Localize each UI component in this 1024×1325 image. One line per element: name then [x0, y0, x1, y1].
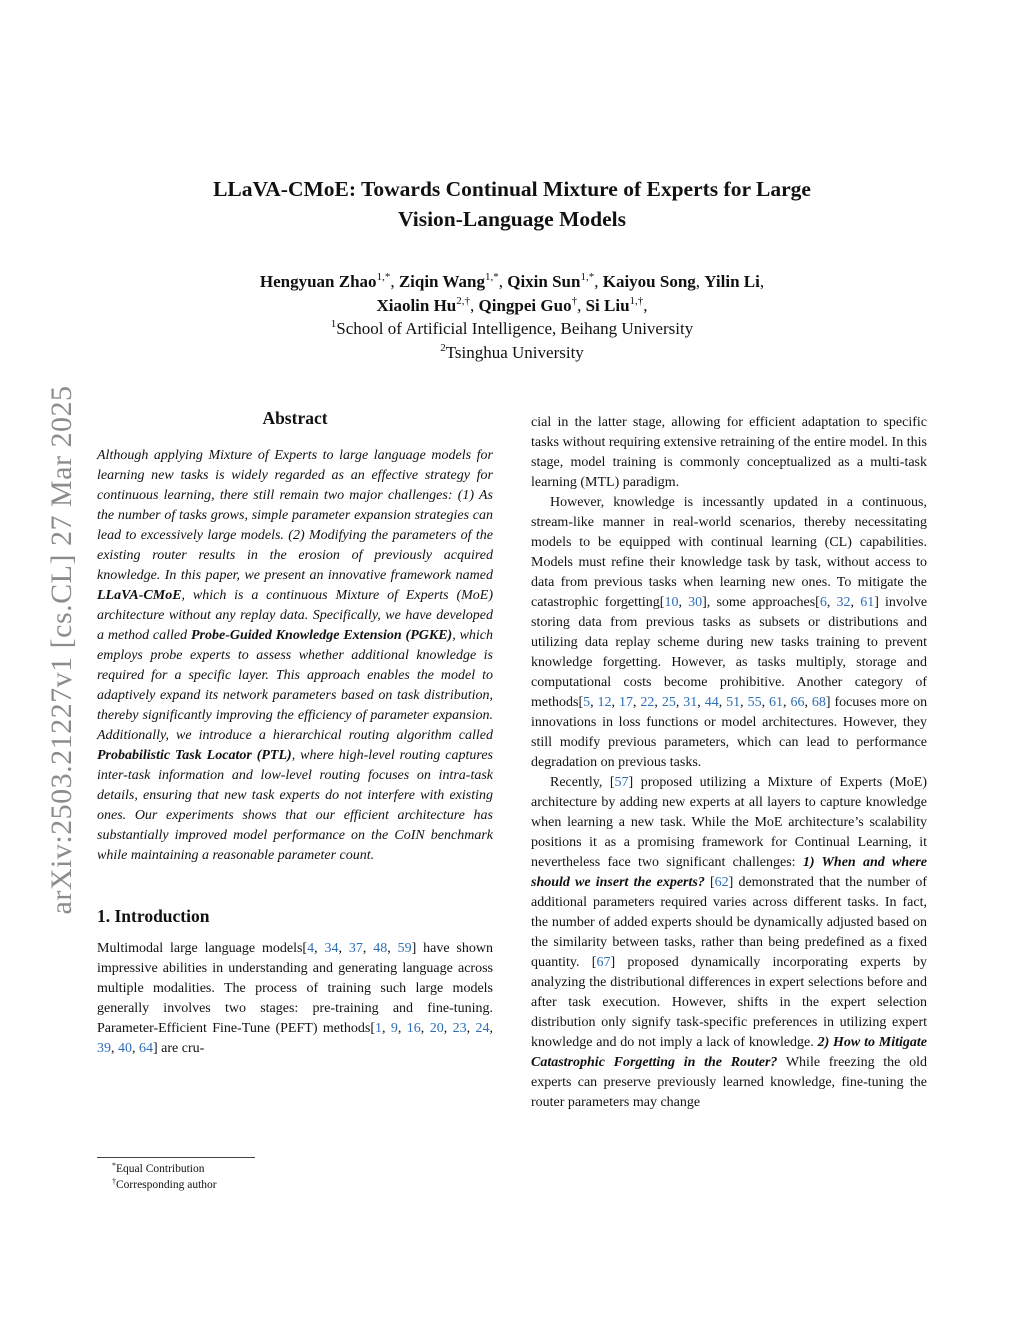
- author-line-2: Xiaolin $Hu^{2,\dagger}$, Qingpei Guo†, Si Liu$^{1,\dagger}$,: [376, 294, 648, 315]
- affiliation-mark: 1: [330, 318, 337, 330]
- intro-text: ] are cru-: [153, 1041, 205, 1056]
- author-mark: 1,*: [484, 271, 499, 283]
- citation-link[interactable]: 31: [683, 695, 698, 710]
- body-text: Recently, [: [550, 775, 615, 790]
- author-name: Qixin Sun: [507, 272, 581, 291]
- citation-link[interactable]: 25: [661, 695, 676, 710]
- citation-link[interactable]: 62: [714, 875, 729, 890]
- citation-link[interactable]: 59: [397, 941, 412, 956]
- citation-link[interactable]: 51: [726, 695, 741, 710]
- footnote-equal-contribution: [97, 1161, 397, 1177]
- intro-paragraph: Multimodal large language models[4, 34, 37, 48, 59] have shown impressive abilities in understanding and generating language across multiple modalities. The process of training such large models generally involves two stages: pre-training and fine-tuning. Parameter-Efficient Fine-Tune (PEFT) methods[1, 9, 16, 20, 23, 24, 39, 40, 64] are cru-: [97, 941, 494, 1056]
- affiliation-mark: 2: [440, 341, 446, 354]
- body-text: ], some approaches[: [702, 595, 820, 610]
- title-line-2: Vision-Language Models: [398, 207, 626, 231]
- citation-link[interactable]: 40: [118, 1041, 132, 1056]
- citation-link[interactable]: 22: [640, 695, 655, 710]
- citation-link[interactable]: 23: [452, 1021, 467, 1036]
- abstract-emphasis: LLaVA-CMoE: [97, 588, 182, 603]
- citation-link[interactable]: 32: [836, 595, 851, 610]
- intro-text: ] have shown impressive abilities in understanding and generating language across multiple modalities. The process of training such large models generally involves two stages: pre-training and fine-tuning. Parameter-Efficient Fine-Tune (PEFT) methods[: [97, 941, 493, 1036]
- citation-link[interactable]: 48: [373, 941, 388, 956]
- citation-link[interactable]: 44: [704, 695, 719, 710]
- body-text: ] demonstrated that the number of additional parameters required varies across different tasks. In fact, the number of added experts should be dynamically adjusted based on the similarity between tasks, rather than being predefined as a fixed quantity. [: [531, 875, 927, 970]
- citation-link[interactable]: 24: [475, 1021, 490, 1036]
- abstract-text: Although applying Mixture of Experts to large language models for learning new tasks is widely regarded as an effective strategy for continuous learning, there still remain two major challenges: (1) As the number of tasks grows, simple parameter expansion strategies can lead to excessively large models. (2) Modifying the parameters of the existing router results in the erosion of previously acquired knowledge. In this paper, we present an innovative framework named: [97, 448, 493, 583]
- footnote-text: Corresponding author: [116, 1179, 217, 1191]
- author-name: Kaiyou Song: [602, 272, 696, 291]
- citation-link[interactable]: 61: [769, 695, 784, 710]
- title-line-1: LLaVA-CMoE: Towards Continual Mixture of Experts for Large: [213, 177, 811, 201]
- author-name: Si Liu: [585, 295, 630, 315]
- body-text: However, knowledge is incessantly updated in a continuous, stream-like manner in real-world scenarios, thereby necessitating models to be equipped with continual learning (CL) capabilities. Models must refine their knowledge task by task, without access to data from previous tasks when learning new ones. To mitigate the catastrophic forgetting[: [531, 495, 927, 610]
- body-text: ] proposed dynamically incorporating experts by analyzing the distributional differences in expert selections before and after task execution. However, shifts in the expert selection distribution only signify task-specific preferences in utilizing expert knowledge and do not imply a lack of knowledge.: [531, 955, 927, 1050]
- abstract-emphasis: Probe-Guided Knowledge Extension (PGKE): [190, 628, 453, 643]
- left-column: [97, 408, 493, 1059]
- affiliation-text: School of Artificial Intelligence, Beihang University: [336, 319, 694, 338]
- abstract-paragraph: [97, 446, 493, 866]
- citation-link[interactable]: 17: [618, 695, 633, 710]
- author-name: Hengyuan Zhao: [259, 272, 377, 291]
- citation-link[interactable]: 61: [860, 595, 875, 610]
- author-mark: 1,*: [580, 271, 595, 283]
- citation-link[interactable]: 66: [790, 695, 805, 710]
- body-text: While freezing the old experts can preserve previously learned knowledge, fine-tuning the router parameters may change: [531, 1055, 927, 1110]
- body-paragraph: cial in the latter stage, allowing for efficient adaptation to specific tasks without requiring extensive retraining of the entire model. In this stage, model training is commonly conceptualized as a multi-task learning (MTL) paradigm.: [531, 415, 927, 490]
- citation-link[interactable]: 5: [583, 695, 591, 710]
- author-mark: 1,*: [376, 271, 391, 283]
- body-paragraph: However, knowledge is incessantly updated in a continuous, stream-like manner in real-world scenarios, thereby necessitating models to be equipped with continual learning (CL) capabilities. Models must refine their knowledge task by task, without access to data from previous tasks when learning new ones. To mitigate the catastrophic forgetting[10, 30], some approaches[6, 32, 61] involve storing data from previous tasks as subsets or distributions and utilizing data replay scheme during new tasks training to prevent knowledge forgetting. However, as tasks multiply, storage and computational costs become prohibitive. Another category of methods[5, 12, 17, 22, 25, 31, 44, 51, 55, 61, 66, 68] focuses more on innovations in loss functions or model architectures. However, they still modify previous parameters, which can lead to performance degradation on previous tasks.: [531, 495, 928, 770]
- intro-text: Multimodal large language models[: [97, 941, 308, 956]
- affiliation-text: Tsinghua University: [445, 342, 584, 362]
- footnote-mark: †: [112, 1177, 116, 1186]
- section-heading-introduction: 1. Introduction: [97, 906, 210, 926]
- body-text: [: [704, 875, 715, 890]
- footnote-mark: *: [112, 1161, 116, 1170]
- citation-link[interactable]: 10: [664, 595, 679, 610]
- author-mark: 2,†: [456, 294, 471, 307]
- body-paragraph: [531, 773, 927, 1113]
- introduction-body: [97, 939, 493, 1059]
- author-line-1: Hengyuan Zhao$^{1,*}$, Ziqin Wang$^{1,*}$, Qixin Sun$^{1,*}$, Kaiyou Song, Yilin Li,: [259, 271, 765, 291]
- citation-link[interactable]: 68: [811, 695, 826, 710]
- citation-link[interactable]: 34: [324, 941, 339, 956]
- author-name: Ziqin Wang: [398, 272, 485, 291]
- affiliation-1: [130, 317, 894, 341]
- abstract-text: , which employs probe experts to assess whether additional knowledge is required for a specific layer. This approach enables the model to adaptively expand its network parameters based on task distribution, thereby significantly improving the efficiency of parameter expansion. Additionally, we introduce a hierarchical routing algorithm called: [97, 628, 494, 743]
- paper-title: [130, 174, 894, 234]
- author-name: Qingpei Guo: [478, 295, 572, 315]
- citation-link[interactable]: 16: [406, 1021, 421, 1036]
- body-text: ] involve storing data from previous tasks as subsets or distributions and utilizing data replay scheme during new tasks training to prevent knowledge forgetting. However, as tasks multiply, storage and computational costs become prohibitive. Another category of methods[: [531, 595, 928, 710]
- author-name: Yilin Li: [704, 272, 760, 291]
- citation-link[interactable]: 64: [139, 1041, 153, 1056]
- abstract-text: , which is a continuous Mixture of Experts (MoE) architecture without any replay data. Specifically, we have developed a method called: [97, 588, 493, 643]
- citation-link[interactable]: 6: [819, 595, 827, 610]
- abstract-body: [97, 446, 493, 866]
- abstract-emphasis: Probabilistic Task Locator (PTL): [97, 748, 292, 763]
- citation-link[interactable]: 57: [614, 775, 629, 790]
- citation-link[interactable]: 4: [307, 941, 315, 956]
- citation-link[interactable]: 37: [348, 941, 363, 956]
- citation-link[interactable]: 39: [97, 1041, 111, 1056]
- abstract-text: , where high-level routing captures inter-task information and low-level routing focuses on intra-task details, ensuring that new task experts do not interfere with existing ones. Our experiments shows that our efficient architecture has substantially improved model performance on the CoIN benchmark while maintaining a reasonable parameter count.: [97, 748, 493, 863]
- citation-link[interactable]: 12: [597, 695, 612, 710]
- footnote-text: Equal Contribution: [116, 1163, 205, 1175]
- arxiv-identifier: arXiv:2503.21227v1 [cs.CL] 27 Mar 2025: [45, 385, 78, 915]
- citation-link[interactable]: 20: [429, 1021, 444, 1036]
- author-mark: 1,†: [629, 294, 644, 307]
- citation-link[interactable]: 30: [688, 595, 703, 610]
- citation-link[interactable]: 55: [747, 695, 762, 710]
- citation-link[interactable]: 67: [596, 955, 611, 970]
- body-text: ] focuses more on innovations in loss functions or model architectures. However, they still modify previous parameters, which can lead to performance degradation on previous tasks.: [531, 695, 928, 770]
- author-name: Xiaolin Hu: [376, 295, 457, 315]
- footnote-corresponding-author: [97, 1177, 397, 1193]
- author-mark: †: [571, 294, 578, 307]
- body-text: ] proposed utilizing a Mixture of Experts (MoE) architecture by adding new experts at all layers to capture knowledge when learning a new task. While the MoE architecture’s scalability positions it as a promising framework for Continual Learning, it nevertheless face two significant challenges:: [531, 775, 927, 870]
- affiliation-2: [130, 341, 894, 365]
- citation-link[interactable]: 1: [374, 1021, 382, 1036]
- right-column: [531, 413, 927, 1113]
- footnotes: [97, 1157, 397, 1193]
- abstract-heading: Abstract: [262, 408, 328, 428]
- citation-link[interactable]: 9: [390, 1021, 398, 1036]
- footnote-rule: [97, 1157, 255, 1158]
- author-block: [130, 270, 894, 364]
- challenge-question: 1) When and where should we insert the experts?: [531, 855, 927, 890]
- challenge-question: 2) How to Mitigate Catastrophic Forgetting in the Router?: [531, 1035, 927, 1070]
